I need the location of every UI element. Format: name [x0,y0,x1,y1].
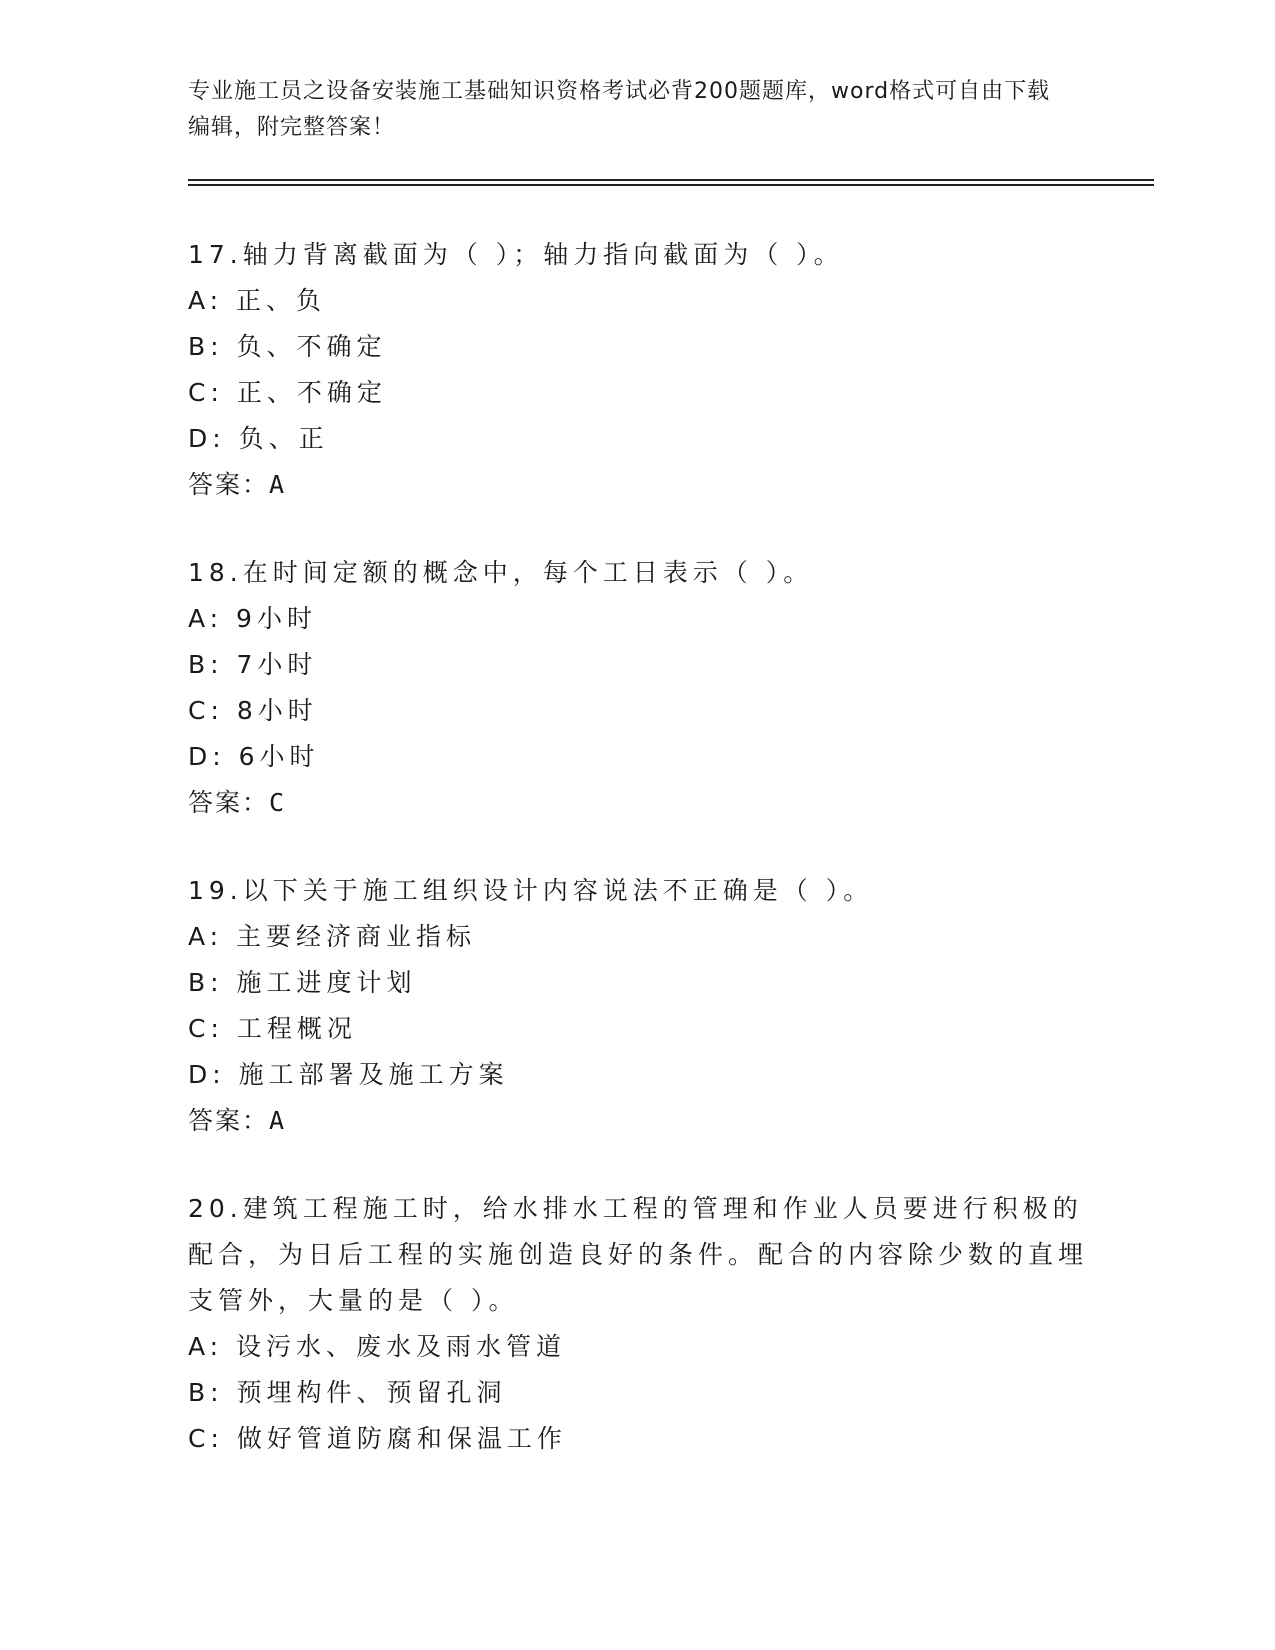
option-c: C: 8小时 [188,696,318,725]
option-c: C: 工程概况 [188,1014,357,1043]
option-b: B: 7小时 [188,650,318,679]
option-b: B: 施工进度计划 [188,968,417,997]
option-a: A: 正、负 [188,286,327,315]
answer-label: 答案： [188,470,270,499]
question-list [188,232,1088,1504]
answer-line [188,462,1088,508]
answer-label: 答案： [188,1106,270,1135]
option-c: C: 做好管道防腐和保温工作 [188,1424,567,1453]
option-a: A: 设污水、废水及雨水管道 [188,1332,567,1361]
question-stem: 17.轴力背离截面为（ ）；轴力指向截面为（ ）。 [188,240,844,269]
question-stem: 18.在时间定额的概念中，每个工日表示（ ）。 [188,558,814,587]
question-20 [188,1186,1088,1462]
question-17 [188,232,1088,508]
answer-line [188,1098,1088,1144]
answer-value: A [269,1106,285,1135]
answer-label: 答案： [188,788,270,817]
question-stem: 20.建筑工程施工时，给水排水工程的管理和作业人员要进行积极的配合，为日后工程的实施创造良好的条件。配合的内容除少数的直埋支管外，大量的是（ ）。 [188,1194,1089,1315]
document-header: 专业施工员之设备安装施工基础知识资格考试必背200题题库，word格式可自由下载编辑，附完整答案！ [188,79,1051,140]
answer-line [188,780,1088,826]
answer-value: C [269,788,285,817]
question-stem: 19.以下关于施工组织设计内容说法不正确是（ ）。 [188,876,874,905]
question-19 [188,868,1088,1144]
option-a: A: 9小时 [188,604,317,633]
answer-value: A [269,470,285,499]
header-divider-top [188,179,1154,181]
option-a: A: 主要经济商业指标 [188,922,477,951]
option-b: B: 预埋构件、预留孔洞 [188,1378,507,1407]
question-18 [188,550,1088,826]
option-d: D: 负、正 [188,424,329,453]
header-divider-bottom [188,184,1154,186]
option-d: D: 6小时 [188,742,320,771]
option-b: B: 负、不确定 [188,332,387,361]
option-d: D: 施工部署及施工方案 [188,1060,509,1089]
option-c: C: 正、不确定 [188,378,387,407]
